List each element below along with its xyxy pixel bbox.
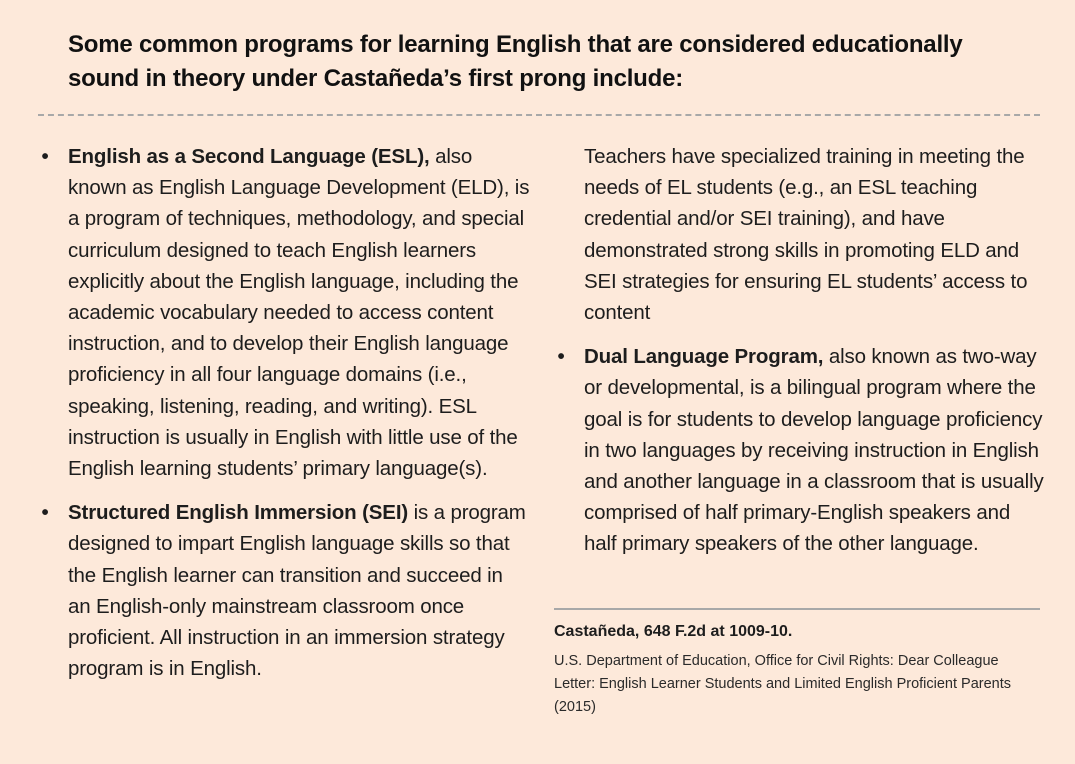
sei-continuation: Teachers have specialized training in meeting the needs of EL students (e.g., an ESL teaching credential and/or SEI training), and have demonstrated strong skills in promoting ELD and SEI strategies for ensuring EL students’ access to content — [584, 145, 1028, 325]
program-description: is a program designed to impart English language skills so that the English learner can transition and succeed in an English-only mainstream classroom once proficient. All instruction in an immersion strategy program is in English. — [68, 501, 526, 681]
source-reference: U.S. Department of Education, Office for Civil Rights: Dear Colleague Letter: English Learner Students and Limited English Proficient Parents (2015) — [554, 653, 1012, 715]
sources-divider — [554, 608, 1040, 610]
left-column — [38, 141, 530, 684]
list-item-dual-language — [554, 341, 1044, 559]
bullet-icon: • — [557, 345, 565, 369]
program-term: Structured English Immersion (SEI) — [68, 501, 409, 525]
list-item-sei — [38, 497, 530, 684]
page-title: Some common programs for learning English that are considered educationally sound in theory under Castañeda’s first prong include: — [68, 31, 963, 92]
dashed-divider — [38, 114, 1040, 116]
program-description: also known as English Language Development (ELD), is a program of techniques, methodology, and special curriculum designed to teach English learners explicitly about the English language, including the academic vocabulary needed to access content instruction, and to develop their English language proficiency in all four language domains (i.e., speaking, listening, reading, and writing). ESL instruction is usually in English with little use of the English learning students’ primary language(s). — [68, 145, 530, 481]
right-column — [554, 141, 1044, 560]
bullet-icon: • — [41, 145, 49, 168]
program-term: English as a Second Language (ESL), — [68, 145, 430, 168]
bullet-icon: • — [41, 501, 49, 525]
list-item-esl — [38, 141, 530, 484]
case-citation: Castañeda, 648 F.2d at 1009-10. — [554, 623, 793, 640]
program-description: also known as two-way or developmental, is a bilingual program where the goal is for students to develop language proficiency in two languages by receiving instruction in English and another language in a classroom that is usually comprised of half primary-English speakers and half primary speakers of the other language. — [584, 345, 1044, 556]
program-term: Dual Language Program, — [584, 345, 824, 369]
